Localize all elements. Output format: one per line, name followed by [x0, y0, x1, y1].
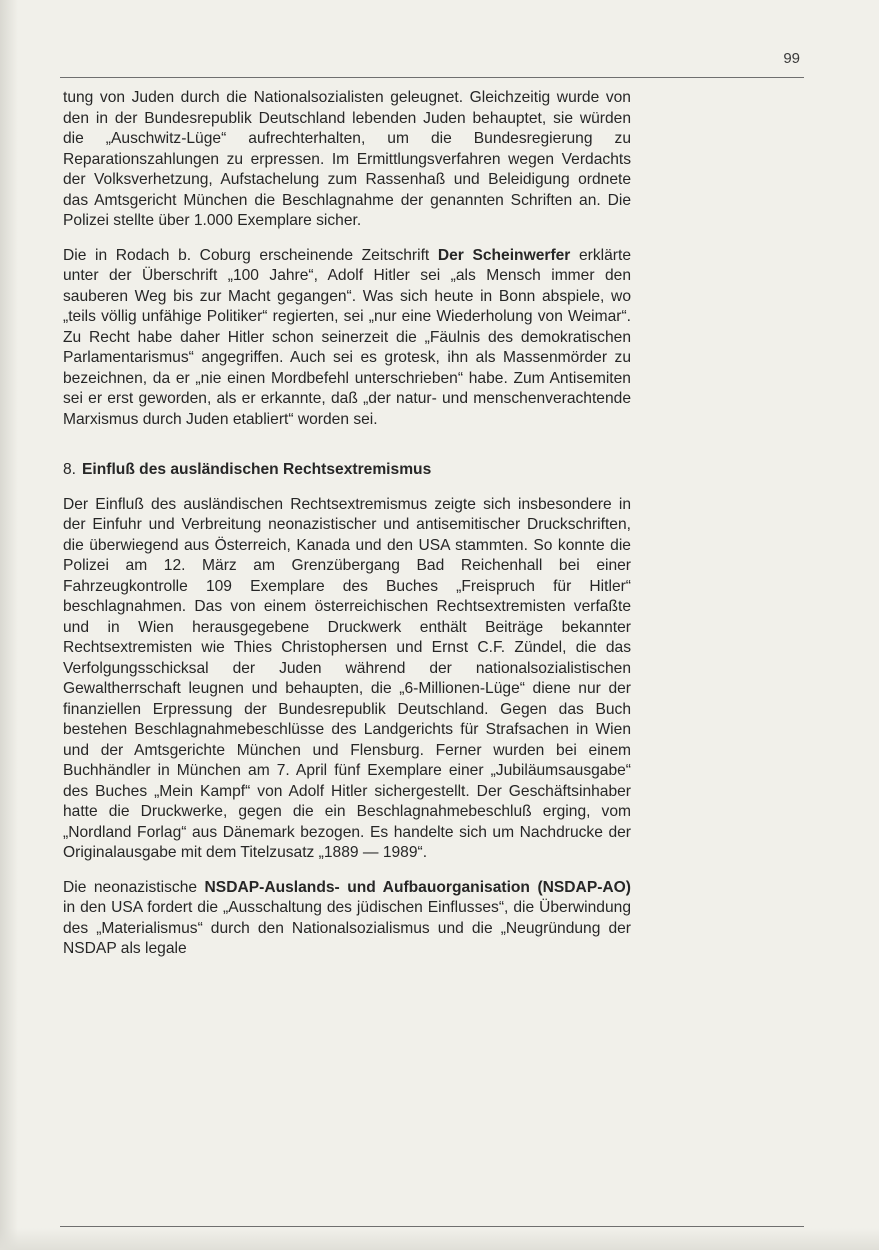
section-number: 8. [63, 461, 77, 478]
paragraph-text: in den USA fordert die „Ausschaltung des jüdischen Einflusses“, die Überwindung des „Materialismus“ durch den Nationalsozialismus und die „Neugründung der NSDAP als legale [63, 899, 631, 957]
page-body [63, 88, 631, 960]
header-rule [60, 77, 804, 78]
page-number: 99 [783, 50, 800, 67]
section-heading [63, 460, 631, 481]
paragraph-einfluss: Der Einfluß des ausländischen Rechtsextremismus zeigte sich insbesondere in der Einfuhr und Verbreitung neonazistischer und antisemitischer Druckschriften, die überwiegend aus Österreich, Kanada und den USA stammten. So konnte die Polizei am 12. März am Grenzübergang Bad Reichenhall bei einer Fahrzeugkontrolle 109 Exemplare des Buches „Freispruch für Hitler“ beschlagnahmen. Das von einem österreichischen Rechtsextremisten verfaßte und in Wien herausgegebene Druckwerk enthält Beiträge bekannter Rechtsextremisten wie Thies Christophersen und Ernst C.F. Zündel, die das Verfolgungsschicksal der Juden während der nationalsozialistischen Gewaltherrschaft leugnen und behaupten, die „6-Millionen-Lüge“ diene nur der finanziellen Erpressung der Bundesrepublik Deutschland. Gegen das Buch bestehen Beschlagnahmebeschlüsse des Landgerichts für Strafsachen in Wien und der Amtsgerichte München und Flensburg. Ferner wurden bei einem Buchhändler in München am 7. April fünf Exemplare einer „Jubiläumsausgabe“ des Buches „Mein Kampf“ von Adolf Hitler sichergestellt. Der Geschäftsinhaber hatte die Druckwerke, gegen die ein Beschlagnahmebeschluß erging, vom „Nordland Forlag“ aus Dänemark bezogen. Es handelte sich um Nachdrucke der Originalausgabe mit dem Titelzusatz „1889 — 1989“. [63, 495, 631, 861]
page-bottom-shadow [0, 1228, 879, 1250]
footer-rule [60, 1226, 804, 1227]
paragraph-text: Die neonazistische [63, 878, 205, 896]
section-title: Einfluß des ausländischen Rechtsextremismus [82, 461, 432, 478]
paragraph-continued: tung von Juden durch die Nationalsozialisten geleugnet. Gleichzeitig wurde von den in der Bundesrepublik Deutschland lebenden Juden behauptet, sie würden die „Auschwitz-Lüge“ aufrechterhalten, um die Bundesregierung zu Reparationszahlungen zu erpressen. Im Ermittlungsverfahren wegen Verdachts der Volksverhetzung, Aufstachelung zum Rassenhaß und Beleidigung ordnete das Amtsgericht München die Beschlagnahme der genannten Schriften an. Die Polizei stellte über 1.000 Exemplare sicher. [63, 89, 631, 229]
page-edge-shadow [0, 0, 18, 1250]
publication-name: Der Scheinwerfer [437, 246, 571, 264]
paragraph-text: erklärte unter der Überschrift „100 Jahre“, Adolf Hitler sei „als Mensch immer den sauberen Weg bis zur Macht gegangen“. Was sich heute in Bonn abspiele, wo „teils völlig unfähige Politiker“ regierten, sei „nur eine Wiederholung von Weimar“. Zu Recht habe daher Hitler schon seinerzeit die „Fäulnis des demokratischen Parlamentarismus“ angegriffen. Auch sei es grotesk, ihn als Massenmörder zu bezeichnen, da er „nie einen Mordbefehl unterschrieben“ habe. Zum Antisemiten sei er erst geworden, als er erkannte, daß „der natur- und menschenverachtende Marxismus durch Juden etabliert“ worden sei. [63, 246, 631, 428]
paragraph-text: Die in Rodach b. Coburg erscheinende Zeitschrift [63, 246, 438, 264]
paragraph-nsdap-ao [63, 878, 631, 960]
paragraph-scheinwerfer [63, 246, 631, 431]
organisation-name: NSDAP-Auslands- und Aufbauorganisation (NSDAP-AO) [204, 878, 631, 896]
